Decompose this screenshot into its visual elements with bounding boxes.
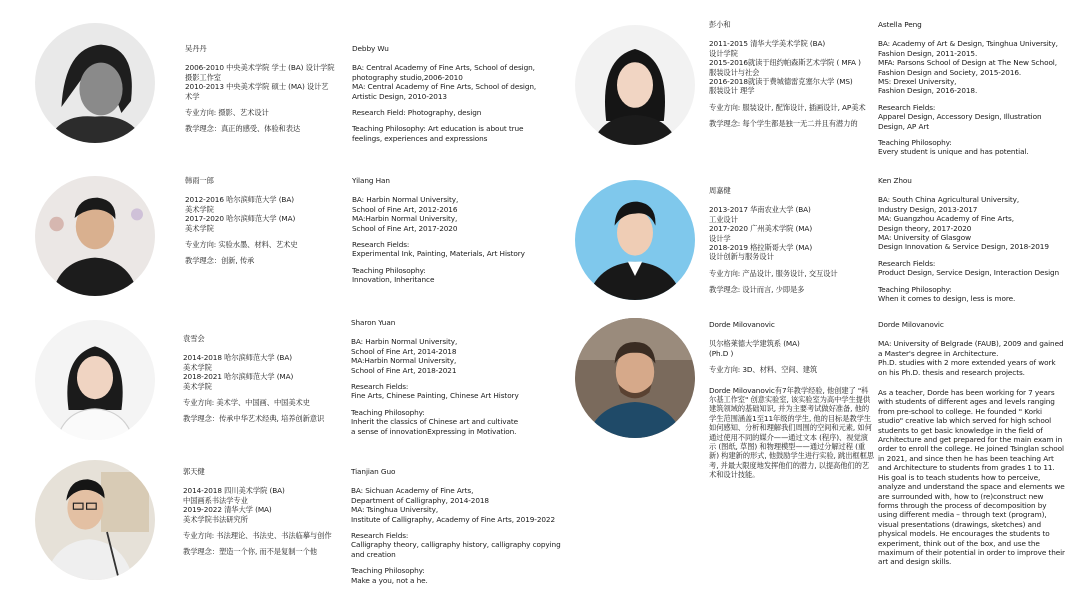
research-field: Research Field: Photography, design [352,108,482,118]
teacher-name: Debby Wu [352,44,389,53]
teaching-philosophy: 教学理念: 每个学生都是独一无二并且有潜力的 [709,119,858,129]
research-field: 专业方向: 实验水墨、材料、艺术史 [185,240,298,250]
teacher-name: Sharon Yuan [351,318,396,327]
research-field: 专业方向: 美术学、中国画、中国美术史 [183,398,310,408]
portrait-han-yilang [35,176,155,296]
education: 2013-2017 华南农业大学 (BA) 工业设计 2017-2020 广州美术学院 (MA) 设计学 2018-2019 格拉斯哥大学 (MA) 设计创新与服务设计 [709,205,813,262]
teacher-name: Dorde Milovanovic [878,320,944,329]
teacher-name: 吴丹丹 [185,44,207,53]
education: BA: Harbin Normal University, School of Fine Art, 2012-2016 MA:Harbin Normal University, School of Fine Art, 2017-2020 [352,195,459,233]
portrait-dorde-milovanovic [575,318,695,438]
teacher-name: Dorde Milovanovic [709,320,775,329]
teaching-philosophy: Teaching Philosophy: Art education is about true feelings, experiences and expressions [352,124,524,143]
teaching-philosophy: When it comes to design, less is more. [878,294,1016,304]
research-field: 专业方向: 产品设计, 服务设计, 交互设计 [709,268,838,278]
teacher-name: Ken Zhou [878,176,912,185]
portrait-wu-dandan [35,23,155,143]
profile-cn-han-yilang [185,176,335,266]
research-field-label: Research Fields: [878,102,936,112]
teacher-name: Tianjian Guo [351,467,396,476]
profile-en-debby-wu [352,44,542,143]
education: 2006-2010 中央美术学院 学士 (BA) 设计学院摄影工作室 2010-2013 中央美术学院 硕士 (MA) 设计艺术学 [185,63,335,101]
education: BA: Central Academy of Fine Arts, School of design, photography studio,2006-2010 MA: Central Academy of Fine Arts, School of design, Artistic Design, 2010-2013 [352,63,537,101]
teacher-name: 袁雪会 [183,334,205,343]
research-field: Apparel Design, Accessory Design, Illustration Design, AP Art [878,112,1042,131]
education: 2014-2018 四川美术学院 (BA) 中国画系书法学专业 2019-2022 清华大学 (MA) 美术学院书法研究所 [183,486,285,524]
teaching-philosophy: 教学理念：创新, 传承 [185,256,255,266]
teacher-name: Yilang Han [352,176,390,185]
teaching-philosophy: 教学理念：真正的感受、体验和表达 [185,124,301,134]
education: 贝尔格莱德大学建筑系 (MA) (Ph.D ) [709,339,800,358]
research-field-label: Research Fields: [351,382,409,392]
teacher-name: Astella Peng [878,20,922,29]
profile-en-tianjian-guo [351,467,576,585]
teaching-philosophy-label: Teaching Philosophy: [351,407,425,417]
research-field: 专业方向: 服装设计, 配饰设计, 插画设计, AP美术 [709,102,866,112]
research-field: Product Design, Service Design, Interaction Design [878,268,1060,278]
portrait-yuan-xuehui [35,320,155,440]
teaching-philosophy-label: Teaching Philosophy: [878,284,952,294]
teacher-name: 郭天健 [183,467,205,476]
profile-en-dorde-milovanovic [878,320,1065,567]
profile-cn-wu-dandan [185,44,335,134]
education: BA: Harbin Normal University, School of Fine Art, 2014-2018 MA:Harbin Normal University, School of Fine Art, 2018-2021 [351,337,458,375]
teaching-philosophy: Make a you, not a he. [351,575,428,585]
teacher-name: 韩雨一郎 [185,176,214,185]
profile-cn-guo-tianjian [183,467,343,557]
research-field: Experimental Ink, Painting, Materials, Art History [352,249,525,259]
teaching-philosophy-label: Teaching Philosophy: [352,265,426,275]
teaching-philosophy: Every student is unique and has potential. [878,147,1029,157]
education: 2011-2015 清华大学美术学院 (BA) 设计学院 2015-2016就读于纽约帕森斯艺术学院 ( MFA ) 服装设计与社会 2016-2018就读于费城德雷克塞尔大学 (MS) 服装设计 理学 [709,39,861,96]
portrait-zhou-jiajian [575,180,695,300]
biography: As a teacher, Dorde has been working for 7 years with students of different ages and levels ranging from pre-school to college. He founded " Korki studio" creative lab which served for high school students to get basic knowledge in the field of Architecture and get prepared for the main exam in order to enroll the college. He joined Tsinglan school in 2021, and since then he has been teaching Art and Architecture to students from grades 1 to 11. His goal is to teach students how to perceive, analyze and understand the space and elements we are surrounded with, how to (re)construct new forms through the process of decomposition by using different media – through text (program), visual presentations (drawings, sketches) and physical models. He encourages the students to experiment, think out of the box, and use the maximum of their potential in order to improve their art and design skills. [878,388,1065,567]
research-field-label: Research Fields: [352,240,410,250]
profile-cn-peng-xiaohe [709,20,874,129]
biography: Dorde Milovanovic有7年教学经验, 他创建了 "科尔基工作室" 创意实验室, 该实验室为高中学生提供建筑领域的基础知识, 并为主要考试做好准备, 他的学生范围涵盖1至11年级的学生, 他的目标是教学生如何感知、分析和理解我们周围的空间和元素, 如何通过使用不同的媒介——通过文本 (程序)、视觉演示 (图纸, 草图) 和物理模型——通过分解过程 (重新) 构建新的形式, 他鼓励学生进行实验, 跳出框框思考, 并最大限度地发挥他们的潜力, 以提高他们的艺术和设计技能。 [709,385,874,480]
education: BA: Sichuan Academy of Fine Arts, Department of Calligraphy, 2014-2018 MA: Tsinghua University, Institute of Calligraphy, Academy of Fine Arts, 2019-2022 [351,486,556,524]
research-field: 专业方向: 书法理论、书法史、书法临摹与创作 [183,531,332,541]
teaching-philosophy: Inherit the classics of Chinese art and cultivate a sense of innovationExpressing in Motivation. [351,417,518,436]
profile-en-astella-peng [878,20,1068,157]
teaching-philosophy: 教学理念: 设计而言, 少即是多 [709,285,805,295]
teacher-name: 周嘉健 [709,186,731,195]
research-field-label: Research Fields: [351,531,409,541]
portrait-peng-xiaohe [575,25,695,145]
education: BA: South China Agricultural University, Industry Design, 2013-2017 MA: Guangzhou Academy of Fine Arts, Design theory, 2017-2020 MA: University of Glasgow Design Innovation & Service Design, 2018-2019 [878,195,1049,252]
research-field-label: Research Fields: [878,258,936,268]
teaching-philosophy: 教学理念：塑造一个你, 而不是复制一个他 [183,547,317,557]
profile-cn-yuan-xuehui [183,334,335,424]
research-field: Fine Arts, Chinese Painting, Chinese Art History [351,391,519,401]
research-field: 专业方向: 3D、材料、空间、建筑 [709,365,818,375]
profile-en-yilang-han [352,176,552,285]
research-field: 专业方向: 摄影、艺术设计 [185,108,269,118]
education: 2014-2018 哈尔滨师范大学 (BA) 美术学院 2018-2021 哈尔滨师范大学 (MA) 美术学院 [183,353,294,391]
education: MA: University of Belgrade (FAUB), 2009 and gained a Master's degree in Architecture. Ph.D. studies with 2 more extended years of work on his Ph.D. thesis and research projects. [878,339,1064,377]
teacher-name: 彭小和 [709,20,731,29]
teaching-philosophy: 教学理念：传承中华艺术经典, 培养创新意识 [183,414,325,424]
portrait-guo-tianjian [35,460,155,580]
profile-en-ken-zhou [878,176,1073,303]
teaching-philosophy-label: Teaching Philosophy: [351,566,425,576]
teaching-philosophy: Innovation, Inheritance [352,275,435,285]
education: BA: Academy of Art & Design, Tsinghua University, Fashion Design, 2011-2015. MFA: Parsons School of Design at The New School, Fashion Design and Society, 2015-2016. MS: Drexel University, Fashion Design, 2016-2018. [878,39,1058,96]
profile-cn-zhou-jiajian [709,186,869,295]
teaching-philosophy-label: Teaching Philosophy: [878,138,952,148]
profile-en-sharon-yuan [351,318,561,436]
profile-cn-dorde-milovanovic [709,320,875,480]
education: 2012-2016 哈尔滨师范大学 (BA) 美术学院 2017-2020 哈尔滨师范大学 (MA) 美术学院 [185,195,296,233]
research-field: Calligraphy theory, calligraphy history, calligraphy copying and creation [351,540,561,559]
